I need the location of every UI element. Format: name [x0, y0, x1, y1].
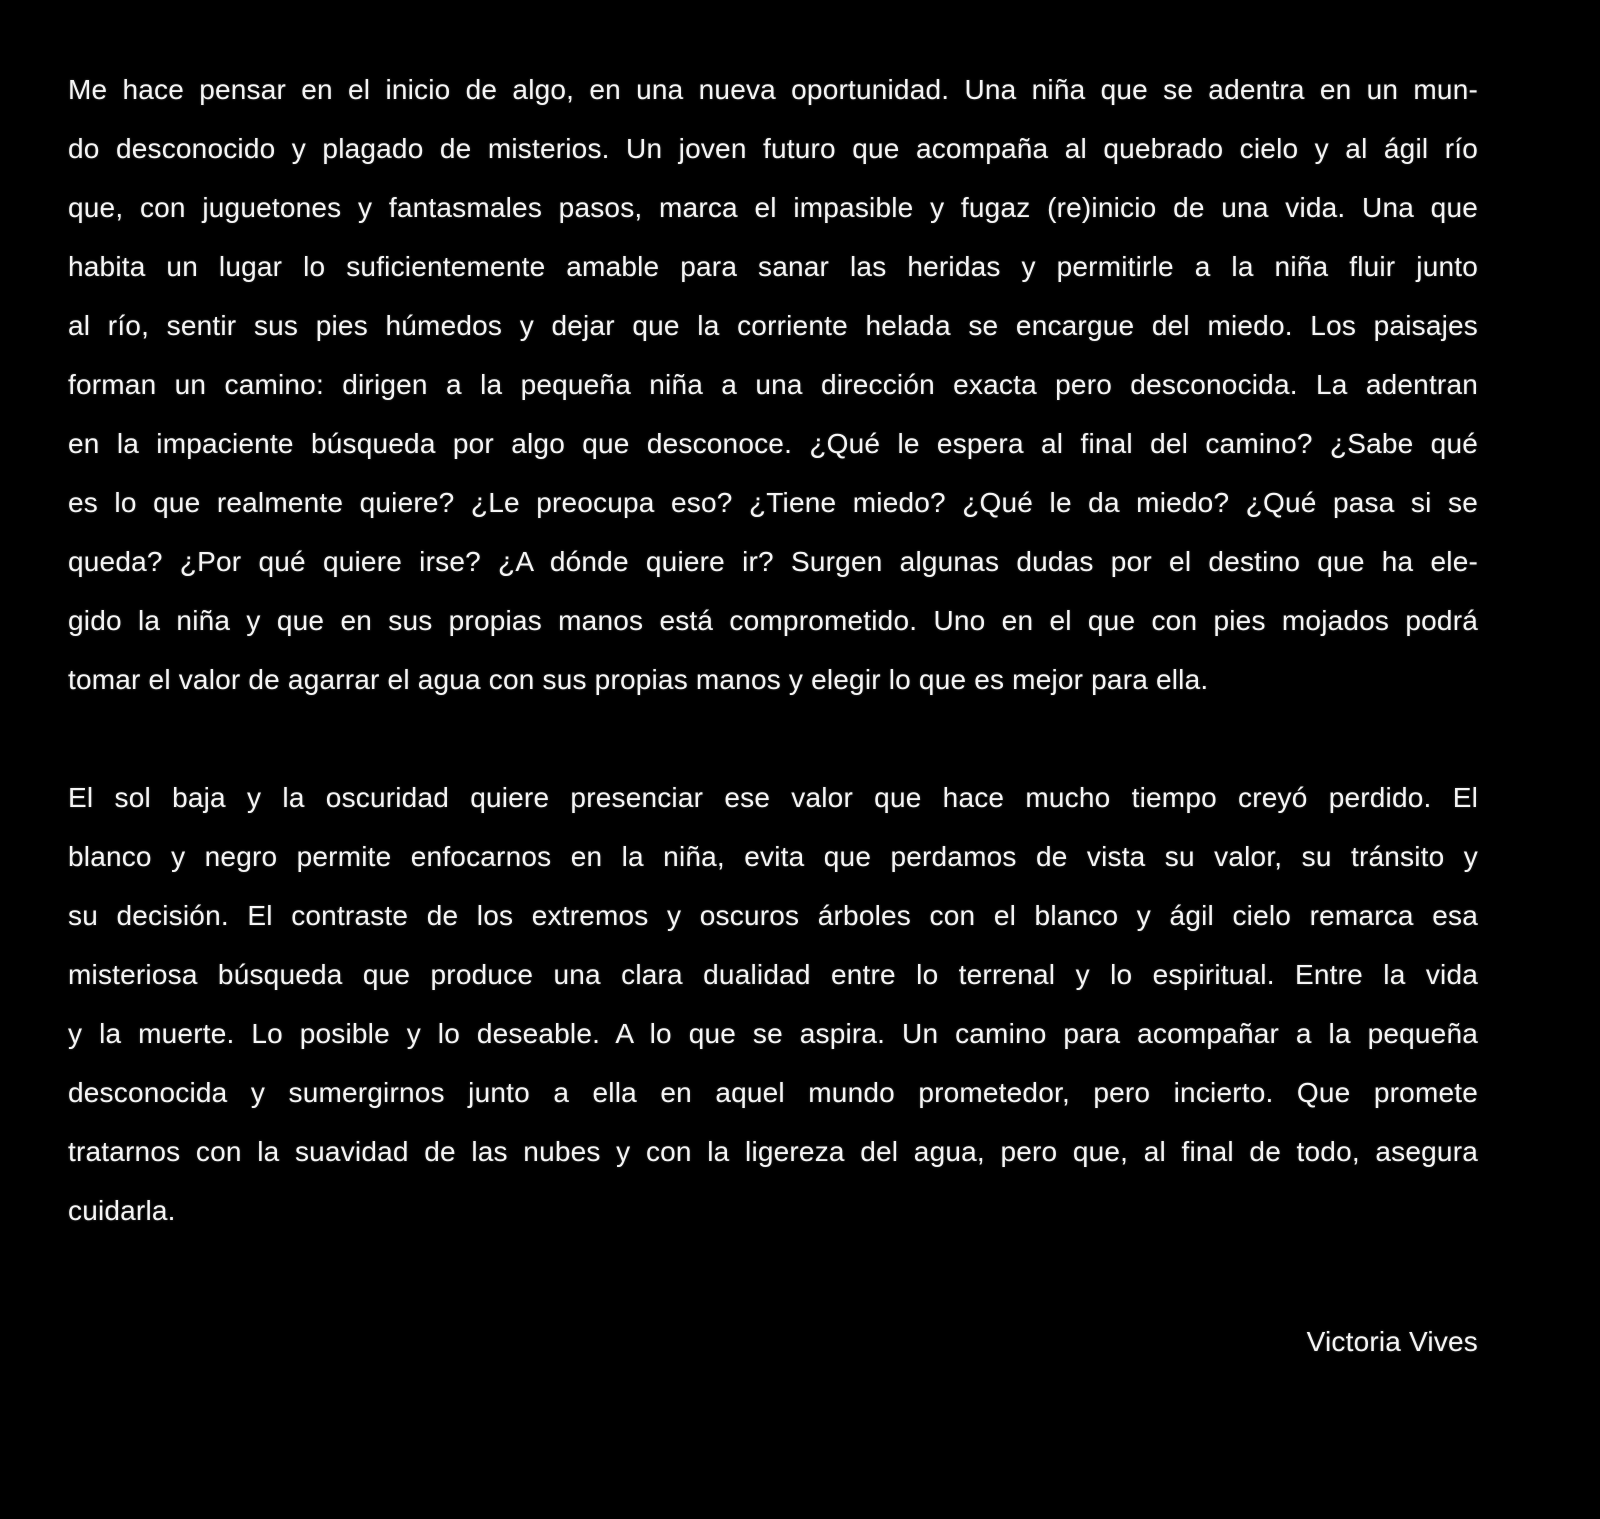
text-line: Me hace pensar en el inicio de algo, en una nueva oportunidad. Una niña que se adentra en un mun-: [68, 74, 1478, 105]
text-line: blanco y negro permite enfocarnos en la niña, evita que perdamos de vista su valor, su tránsito y: [68, 841, 1478, 872]
text-line: en la impaciente búsqueda por algo que desconoce. ¿Qué le espera al final del camino? ¿Sabe qué: [68, 428, 1478, 459]
review-text: [68, 60, 1478, 1371]
author-signature: Victoria Vives: [1306, 1326, 1478, 1357]
text-line: habita un lugar lo suficientemente amable para sanar las heridas y permitirle a la niña fluir junto: [68, 251, 1478, 282]
text-line: al río, sentir sus pies húmedos y dejar que la corriente helada se encargue del miedo. Los paisajes: [68, 310, 1478, 341]
text-line: El sol baja y la oscuridad quiere presenciar ese valor que hace mucho tiempo creyó perdido. El: [68, 782, 1478, 813]
text-line: forman un camino: dirigen a la pequeña niña a una dirección exacta pero desconocida. La adentran: [68, 369, 1478, 400]
text-line: tratarnos con la suavidad de las nubes y con la ligereza del agua, pero que, al final de todo, asegura: [68, 1136, 1478, 1167]
paragraph-2: [68, 768, 1478, 1240]
text-line: es lo que realmente quiere? ¿Le preocupa eso? ¿Tiene miedo? ¿Qué le da miedo? ¿Qué pasa si se: [68, 487, 1478, 518]
paragraph-1: [68, 60, 1478, 709]
text-line: cuidarla.: [68, 1195, 176, 1226]
text-line: su decisión. El contraste de los extremos y oscuros árboles con el blanco y ágil cielo remarca esa: [68, 900, 1478, 931]
text-line: que, con juguetones y fantasmales pasos, marca el impasible y fugaz (re)inicio de una vida. Una que: [68, 192, 1478, 223]
text-line: do desconocido y plagado de misterios. Un joven futuro que acompaña al quebrado cielo y al ágil río: [68, 133, 1478, 164]
text-line: queda? ¿Por qué quiere irse? ¿A dónde quiere ir? Surgen algunas dudas por el destino que ha ele-: [68, 546, 1478, 577]
text-line: desconocida y sumergirnos junto a ella en aquel mundo prometedor, pero incierto. Que promete: [68, 1077, 1478, 1108]
text-line: gido la niña y que en sus propias manos está comprometido. Uno en el que con pies mojados podrá: [68, 605, 1478, 636]
text-line: tomar el valor de agarrar el agua con sus propias manos y elegir lo que es mejor para ella.: [68, 664, 1209, 695]
text-line: misteriosa búsqueda que produce una clara dualidad entre lo terrenal y lo espiritual. Entre la vida: [68, 959, 1478, 990]
text-line: y la muerte. Lo posible y lo deseable. A lo que se aspira. Un camino para acompañar a la pequeña: [68, 1018, 1478, 1049]
